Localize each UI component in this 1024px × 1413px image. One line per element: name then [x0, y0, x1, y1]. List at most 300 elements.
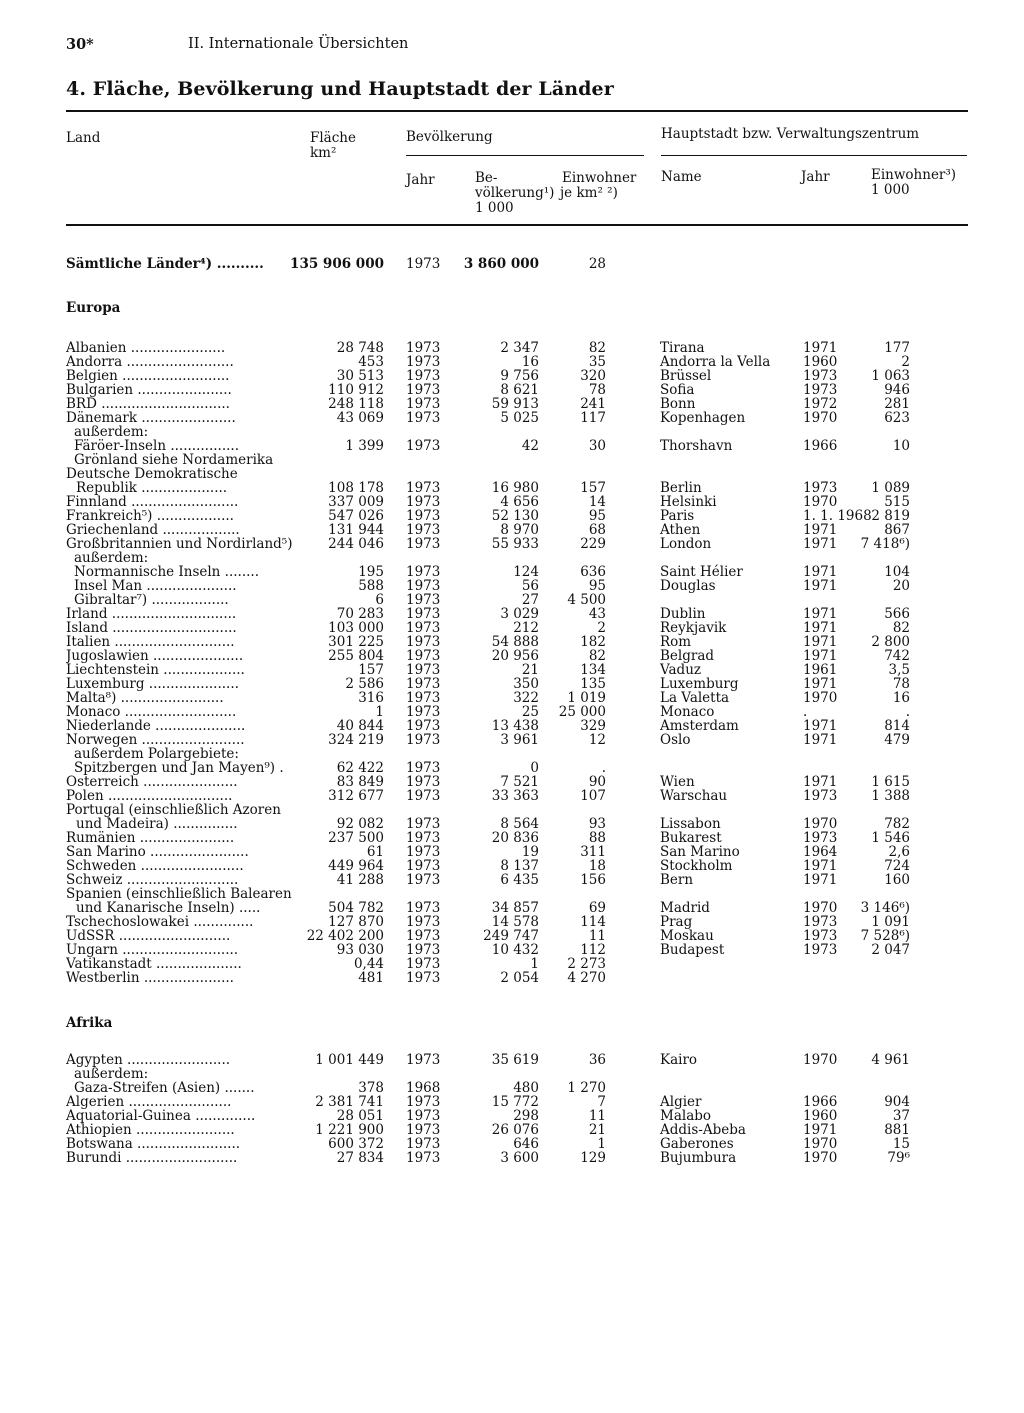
cell-einwohner-km2: 28	[588, 256, 606, 272]
cell-hs-einwohner: 15	[892, 1136, 910, 1152]
table-row	[66, 789, 966, 803]
cell-einwohner-km2: 2	[597, 620, 606, 636]
table-row	[66, 383, 966, 397]
cell-hs-jahr: 1971	[803, 872, 838, 888]
col-bevoelkerung: Bevölkerung	[406, 129, 493, 145]
cell-flaeche: 28 051	[336, 1108, 384, 1124]
cell-flaeche: 547 026	[328, 508, 384, 524]
cell-land: Niederlande .....................	[66, 719, 246, 733]
cell-flaeche: 2 381 741	[315, 1094, 384, 1110]
cell-hs-einwohner: 3 146⁶)	[860, 900, 910, 916]
cell-land: Jugoslawien .....................	[66, 649, 244, 663]
cell-hs-jahr: 1970	[803, 900, 838, 916]
cell-hs-einwohner: 78	[892, 676, 910, 692]
table-row	[66, 859, 966, 873]
cell-jahr: 1973	[406, 648, 441, 664]
cell-hauptstadt: Saint Hélier	[660, 564, 743, 580]
cell-einwohner-km2: 4 270	[567, 970, 606, 986]
cell-jahr: 1973	[406, 578, 441, 594]
cell-hs-jahr: 1973	[803, 480, 838, 496]
cell-bevoelkerung: 249 747	[483, 928, 539, 944]
cell-land: Liechtenstein ...................	[66, 663, 245, 677]
cell-bevoelkerung: 322	[513, 690, 539, 706]
cell-hs-jahr: 1971	[803, 774, 838, 790]
cell-jahr: 1973	[406, 816, 441, 832]
cell-flaeche: 131 944	[328, 522, 384, 538]
cell-hauptstadt: Monaco	[660, 704, 715, 720]
cell-jahr: 1973	[406, 844, 441, 860]
cell-jahr: 1973	[406, 592, 441, 608]
cell-land: außerdem:	[74, 425, 149, 439]
cell-land: BRD ..............................	[66, 397, 230, 411]
col-ew-line1: Einwohner	[562, 170, 637, 186]
cell-hauptstadt: Berlin	[660, 480, 702, 496]
cell-land: Grönland siehe Nordamerika	[74, 453, 274, 467]
cell-bevoelkerung: 52 130	[491, 508, 539, 524]
cell-bevoelkerung: 350	[513, 676, 539, 692]
cell-land: Finnland .........................	[66, 495, 239, 509]
table-title: 4. Fläche, Bevölkerung und Hauptstadt der Länder	[66, 78, 614, 100]
cell-land: Spitzbergen und Jan Mayen⁹) .	[74, 761, 284, 775]
cell-hs-einwohner: 177	[884, 340, 910, 356]
europa-table	[66, 341, 966, 985]
cell-jahr: 1973	[406, 788, 441, 804]
cell-jahr: 1973	[406, 354, 441, 370]
cell-hauptstadt: Moskau	[660, 928, 714, 944]
cell-bevoelkerung: 13 438	[491, 718, 539, 734]
table-row	[66, 355, 966, 369]
table-row	[66, 915, 966, 929]
cell-flaeche: 449 964	[328, 858, 384, 874]
cell-hauptstadt: Brüssel	[660, 368, 712, 384]
cell-einwohner-km2: 14	[588, 494, 606, 510]
cell-hs-jahr: 1971	[803, 732, 838, 748]
cell-land: Tschechoslowakei ..............	[66, 915, 254, 929]
cell-land: Insel Man .....................	[74, 579, 237, 593]
table-row	[66, 509, 966, 523]
cell-hs-jahr: 1970	[803, 816, 838, 832]
cell-jahr: 1973	[406, 830, 441, 846]
table-row	[66, 607, 966, 621]
cell-flaeche: 600 372	[328, 1136, 384, 1152]
col-bev-line1: Be-	[475, 170, 498, 186]
cell-einwohner-km2: 95	[588, 578, 606, 594]
cell-bevoelkerung: 59 913	[491, 396, 539, 412]
cell-flaeche: 378	[358, 1080, 384, 1096]
afrika-table	[66, 1053, 966, 1165]
cell-bevoelkerung: 26 076	[491, 1122, 539, 1138]
cell-land: Gaza-Streifen (Asien) .......	[74, 1081, 255, 1095]
cell-jahr: 1973	[406, 564, 441, 580]
cell-flaeche: 30 513	[336, 368, 384, 384]
cell-hs-einwohner: 1 388	[871, 788, 910, 804]
cell-land: Burundi ..........................	[66, 1151, 238, 1165]
cell-bevoelkerung: 20 836	[491, 830, 539, 846]
cell-bevoelkerung: 5 025	[500, 410, 539, 426]
cell-einwohner-km2: 134	[580, 662, 606, 678]
table-row	[66, 621, 966, 635]
cell-flaeche: 195	[358, 564, 384, 580]
cell-flaeche: 135 906 000	[290, 256, 384, 272]
cell-hauptstadt: Addis-Abeba	[660, 1122, 746, 1138]
cell-hs-jahr: 1972	[803, 396, 838, 412]
cell-land: außerdem:	[74, 1067, 149, 1081]
group-afrika: Afrika	[66, 1015, 113, 1031]
cell-hs-einwohner: 20	[892, 578, 910, 594]
table-row	[66, 1123, 966, 1137]
cell-einwohner-km2: 135	[580, 676, 606, 692]
cell-flaeche: 453	[358, 354, 384, 370]
cell-einwohner-km2: 114	[580, 914, 606, 930]
cell-hs-einwohner: 7 528⁶)	[860, 928, 910, 944]
col-jahr: Jahr	[406, 172, 435, 188]
cell-hauptstadt: Tirana	[660, 340, 705, 356]
table-row	[66, 341, 966, 355]
cell-flaeche: 27 834	[336, 1150, 384, 1166]
cell-hs-jahr: 1971	[803, 536, 838, 552]
cell-land: Westberlin .....................	[66, 971, 234, 985]
table-row	[66, 663, 966, 677]
cell-flaeche: 248 118	[328, 396, 384, 412]
cell-einwohner-km2: 157	[580, 480, 606, 496]
cell-jahr: 1973	[406, 368, 441, 384]
cell-hs-einwohner: 82	[892, 620, 910, 636]
cell-hs-jahr: 1973	[803, 928, 838, 944]
cell-land: Äquatorial-Guinea ..............	[66, 1109, 256, 1123]
cell-hs-jahr: 1970	[803, 410, 838, 426]
cell-hs-einwohner: 2 819	[871, 508, 910, 524]
cell-hauptstadt: Stockholm	[660, 858, 733, 874]
cell-hs-jahr: 1971	[803, 676, 838, 692]
cell-hs-einwohner: 2,6	[888, 844, 910, 860]
table-row	[66, 803, 966, 817]
cell-land: Sämtliche Länder⁴) ..........	[66, 257, 264, 271]
table-row	[66, 733, 966, 747]
table-row	[66, 439, 966, 453]
col-hs-ew-line1: Einwohner³)	[871, 167, 957, 183]
cell-hauptstadt: Warschau	[660, 788, 728, 804]
table-row	[66, 1053, 966, 1067]
table-row	[66, 1151, 966, 1165]
table-row	[66, 1109, 966, 1123]
cell-einwohner-km2: 12	[588, 732, 606, 748]
cell-einwohner-km2: 93	[588, 816, 606, 832]
cell-flaeche: 61	[366, 844, 384, 860]
cell-flaeche: 0,44	[353, 956, 384, 972]
table-row	[66, 817, 966, 831]
total-row	[66, 257, 966, 271]
cell-jahr: 1973	[406, 900, 441, 916]
table-row	[66, 943, 966, 957]
cell-hs-einwohner: 37	[892, 1108, 910, 1124]
cell-hauptstadt: Bern	[660, 872, 694, 888]
cell-flaeche: 301 225	[328, 634, 384, 650]
cell-hs-einwohner: 782	[884, 816, 910, 832]
cell-flaeche: 43 069	[336, 410, 384, 426]
cell-einwohner-km2: 117	[580, 410, 606, 426]
cell-hs-jahr: 1964	[803, 844, 838, 860]
col-flaeche-unit: km²	[310, 145, 337, 161]
cell-flaeche: 1 221 900	[315, 1122, 384, 1138]
cell-flaeche: 41 288	[336, 872, 384, 888]
cell-hauptstadt: Douglas	[660, 578, 716, 594]
table-row	[66, 453, 966, 467]
cell-bevoelkerung: 54 888	[491, 634, 539, 650]
cell-jahr: 1973	[406, 942, 441, 958]
cell-hauptstadt: Luxemburg	[660, 676, 739, 692]
cell-land: Island .............................	[66, 621, 237, 635]
cell-hs-jahr: 1971	[803, 634, 838, 650]
cell-jahr: 1973	[406, 1094, 441, 1110]
cell-einwohner-km2: 241	[580, 396, 606, 412]
cell-land: Dänemark ......................	[66, 411, 236, 425]
cell-bevoelkerung: 20 956	[491, 648, 539, 664]
cell-hs-jahr: 1973	[803, 368, 838, 384]
cell-hs-einwohner: 2 800	[871, 634, 910, 650]
cell-hauptstadt: Bukarest	[660, 830, 722, 846]
cell-hauptstadt: Prag	[660, 914, 693, 930]
cell-jahr: 1973	[406, 1136, 441, 1152]
cell-hs-jahr: 1971	[803, 564, 838, 580]
cell-einwohner-km2: 69	[588, 900, 606, 916]
cell-bevoelkerung: 480	[513, 1080, 539, 1096]
cell-flaeche: 127 870	[328, 914, 384, 930]
cell-land: Färöer-Inseln ................	[74, 439, 239, 453]
cell-flaeche: 1 399	[345, 438, 384, 454]
cell-einwohner-km2: 82	[588, 648, 606, 664]
cell-hs-jahr: 1971	[803, 578, 838, 594]
cell-hs-einwohner: 104	[884, 564, 910, 580]
cell-hauptstadt: Andorra la Vella	[660, 354, 771, 370]
cell-land: Normannische Inseln ........	[74, 565, 259, 579]
cell-flaeche: 62 422	[336, 760, 384, 776]
top-rule	[66, 110, 968, 112]
table-row	[66, 957, 966, 971]
cell-hauptstadt: Malabo	[660, 1108, 712, 1124]
cell-hs-einwohner: 623	[884, 410, 910, 426]
header-bottom-rule	[66, 224, 968, 226]
table-row	[66, 1067, 966, 1081]
table-row	[66, 565, 966, 579]
cell-hauptstadt: Reykjavik	[660, 620, 727, 636]
cell-hauptstadt: London	[660, 536, 712, 552]
table-row	[66, 579, 966, 593]
cell-einwohner-km2: 36	[588, 1052, 606, 1068]
col-hauptstadt: Hauptstadt bzw. Verwaltungszentrum	[661, 126, 920, 142]
cell-einwohner-km2: 18	[588, 858, 606, 874]
col-hs-ew-line2: 1 000	[871, 182, 910, 198]
cell-hauptstadt: Lissabon	[660, 816, 721, 832]
cell-flaeche: 316	[358, 690, 384, 706]
cell-jahr: 1973	[406, 522, 441, 538]
bev-rule	[406, 155, 644, 156]
cell-hs-einwohner: 904	[884, 1094, 910, 1110]
cell-land: Irland .............................	[66, 607, 237, 621]
cell-flaeche: 1 001 449	[315, 1052, 384, 1068]
cell-hs-jahr: 1970	[803, 1150, 838, 1166]
cell-hs-jahr: 1. 1. 1968	[803, 508, 872, 524]
table-row	[66, 873, 966, 887]
cell-jahr: 1973	[406, 396, 441, 412]
cell-hs-jahr: 1970	[803, 1052, 838, 1068]
cell-land: Frankreich⁵) ..................	[66, 509, 234, 523]
table-row	[66, 691, 966, 705]
cell-hs-einwohner: 742	[884, 648, 910, 664]
table-row	[66, 929, 966, 943]
cell-flaeche: 92 082	[336, 816, 384, 832]
cell-land: Großbritannien und Nordirland⁵)	[66, 537, 293, 551]
cell-land: Andorra .........................	[66, 355, 234, 369]
cell-hs-jahr: 1971	[803, 606, 838, 622]
cell-jahr: 1973	[406, 494, 441, 510]
cell-bevoelkerung: 7 521	[500, 774, 539, 790]
cell-jahr: 1973	[406, 340, 441, 356]
cell-hs-einwohner: 814	[884, 718, 910, 734]
cell-bevoelkerung: 3 961	[500, 732, 539, 748]
cell-hauptstadt: Belgrad	[660, 648, 715, 664]
cell-hauptstadt: Madrid	[660, 900, 710, 916]
cell-hauptstadt: Thorshavn	[660, 438, 733, 454]
cell-flaeche: 244 046	[328, 536, 384, 552]
cell-einwohner-km2: 182	[580, 634, 606, 650]
table-row	[66, 635, 966, 649]
cell-jahr: 1968	[406, 1080, 441, 1096]
cell-land: Botswana ........................	[66, 1137, 241, 1151]
cell-bevoelkerung: 16 980	[491, 480, 539, 496]
cell-land: Albanien ......................	[66, 341, 226, 355]
cell-einwohner-km2: 7	[597, 1094, 606, 1110]
cell-flaeche: 324 219	[328, 732, 384, 748]
cell-einwohner-km2: 82	[588, 340, 606, 356]
cell-einwohner-km2: 43	[588, 606, 606, 622]
cell-einwohner-km2: 129	[580, 1150, 606, 1166]
col-ew-line2: je km² ²)	[560, 185, 618, 201]
cell-flaeche: 93 030	[336, 942, 384, 958]
cell-flaeche: 1	[375, 704, 384, 720]
cell-hs-jahr: 1966	[803, 438, 838, 454]
cell-flaeche: 157	[358, 662, 384, 678]
cell-einwohner-km2: 329	[580, 718, 606, 734]
cell-flaeche: 83 849	[336, 774, 384, 790]
cell-hs-jahr: 1970	[803, 690, 838, 706]
cell-hs-einwohner: 566	[884, 606, 910, 622]
cell-hs-jahr: 1973	[803, 914, 838, 930]
cell-hs-jahr: 1973	[803, 788, 838, 804]
cell-bevoelkerung: 124	[513, 564, 539, 580]
cell-hs-einwohner: 1 063	[871, 368, 910, 384]
cell-hs-einwohner: 515	[884, 494, 910, 510]
table-row	[66, 901, 966, 915]
cell-einwohner-km2: 320	[580, 368, 606, 384]
cell-land: Belgien .........................	[66, 369, 230, 383]
cell-land: Österreich ......................	[66, 775, 238, 789]
page-number: 30*	[66, 36, 94, 53]
cell-einwohner-km2: 21	[588, 1122, 606, 1138]
cell-hs-jahr: 1971	[803, 858, 838, 874]
cell-land: Ungarn ...........................	[66, 943, 239, 957]
cell-einwohner-km2: 11	[588, 928, 606, 944]
cell-hs-einwohner: 3,5	[888, 662, 910, 678]
cell-hs-einwohner: 946	[884, 382, 910, 398]
cell-land: Republik ....................	[76, 481, 228, 495]
cell-hauptstadt: Oslo	[660, 732, 691, 748]
cell-bevoelkerung: 2 054	[500, 970, 539, 986]
cell-einwohner-km2: 88	[588, 830, 606, 846]
cell-bevoelkerung: 14 578	[491, 914, 539, 930]
cell-flaeche: 588	[358, 578, 384, 594]
cell-einwohner-km2: 30	[588, 438, 606, 454]
cell-jahr: 1973	[406, 704, 441, 720]
cell-jahr: 1973	[406, 774, 441, 790]
cell-land: Luxemburg .....................	[66, 677, 239, 691]
table-row	[66, 1095, 966, 1109]
cell-land: Rumänien ......................	[66, 831, 235, 845]
cell-hs-einwohner: 79⁶	[887, 1150, 910, 1166]
cell-flaeche: 103 000	[328, 620, 384, 636]
cell-hauptstadt: Amsterdam	[660, 718, 739, 734]
table-row	[66, 887, 966, 901]
cell-hauptstadt: Budapest	[660, 942, 725, 958]
cell-bevoelkerung: 3 600	[500, 1150, 539, 1166]
cell-land: Algerien ........................	[66, 1095, 232, 1109]
table-row	[66, 481, 966, 495]
cell-einwohner-km2: 25 000	[558, 704, 606, 720]
cell-bevoelkerung: 3 029	[500, 606, 539, 622]
table-row	[66, 397, 966, 411]
cell-land: Malta⁸) ........................	[66, 691, 224, 705]
cell-land: Vatikanstadt ....................	[66, 957, 242, 971]
cell-hauptstadt: Vaduz	[660, 662, 702, 678]
cell-jahr: 1973	[406, 676, 441, 692]
cell-jahr: 1973	[406, 662, 441, 678]
cell-einwohner-km2: 229	[580, 536, 606, 552]
cell-jahr: 1973	[406, 718, 441, 734]
cell-bevoelkerung: 298	[513, 1108, 539, 1124]
cell-hs-einwohner: 281	[884, 396, 910, 412]
cell-bevoelkerung: 42	[521, 438, 539, 454]
cell-flaeche: 237 500	[328, 830, 384, 846]
cell-jahr: 1973	[406, 1052, 441, 1068]
cell-bevoelkerung: 10 432	[491, 942, 539, 958]
cell-bevoelkerung: 1	[530, 956, 539, 972]
cell-jahr: 1973	[406, 256, 441, 272]
col-bev-line3: 1 000	[475, 200, 514, 216]
table-row	[66, 1137, 966, 1151]
cell-land: außerdem:	[74, 551, 149, 565]
cell-hs-jahr: 1971	[803, 648, 838, 664]
table-row	[66, 649, 966, 663]
group-europa: Europa	[66, 300, 121, 316]
table-row	[66, 719, 966, 733]
cell-hs-jahr: 1971	[803, 340, 838, 356]
cell-land: Schweden ........................	[66, 859, 244, 873]
cell-flaeche: 255 804	[328, 648, 384, 664]
table-row	[66, 411, 966, 425]
cell-hs-einwohner: 16	[892, 690, 910, 706]
cell-einwohner-km2: 2 273	[567, 956, 606, 972]
cell-hs-jahr: 1971	[803, 620, 838, 636]
table-row	[66, 537, 966, 551]
cell-land: Polen .............................	[66, 789, 233, 803]
table-row	[66, 845, 966, 859]
cell-hs-einwohner: 724	[884, 858, 910, 874]
col-flaeche: Fläche	[310, 130, 356, 146]
cell-hs-einwohner: 1 546	[871, 830, 910, 846]
cell-bevoelkerung: 27	[521, 592, 539, 608]
cell-bevoelkerung: 55 933	[491, 536, 539, 552]
cell-flaeche: 481	[358, 970, 384, 986]
cell-hs-jahr: 1973	[803, 942, 838, 958]
